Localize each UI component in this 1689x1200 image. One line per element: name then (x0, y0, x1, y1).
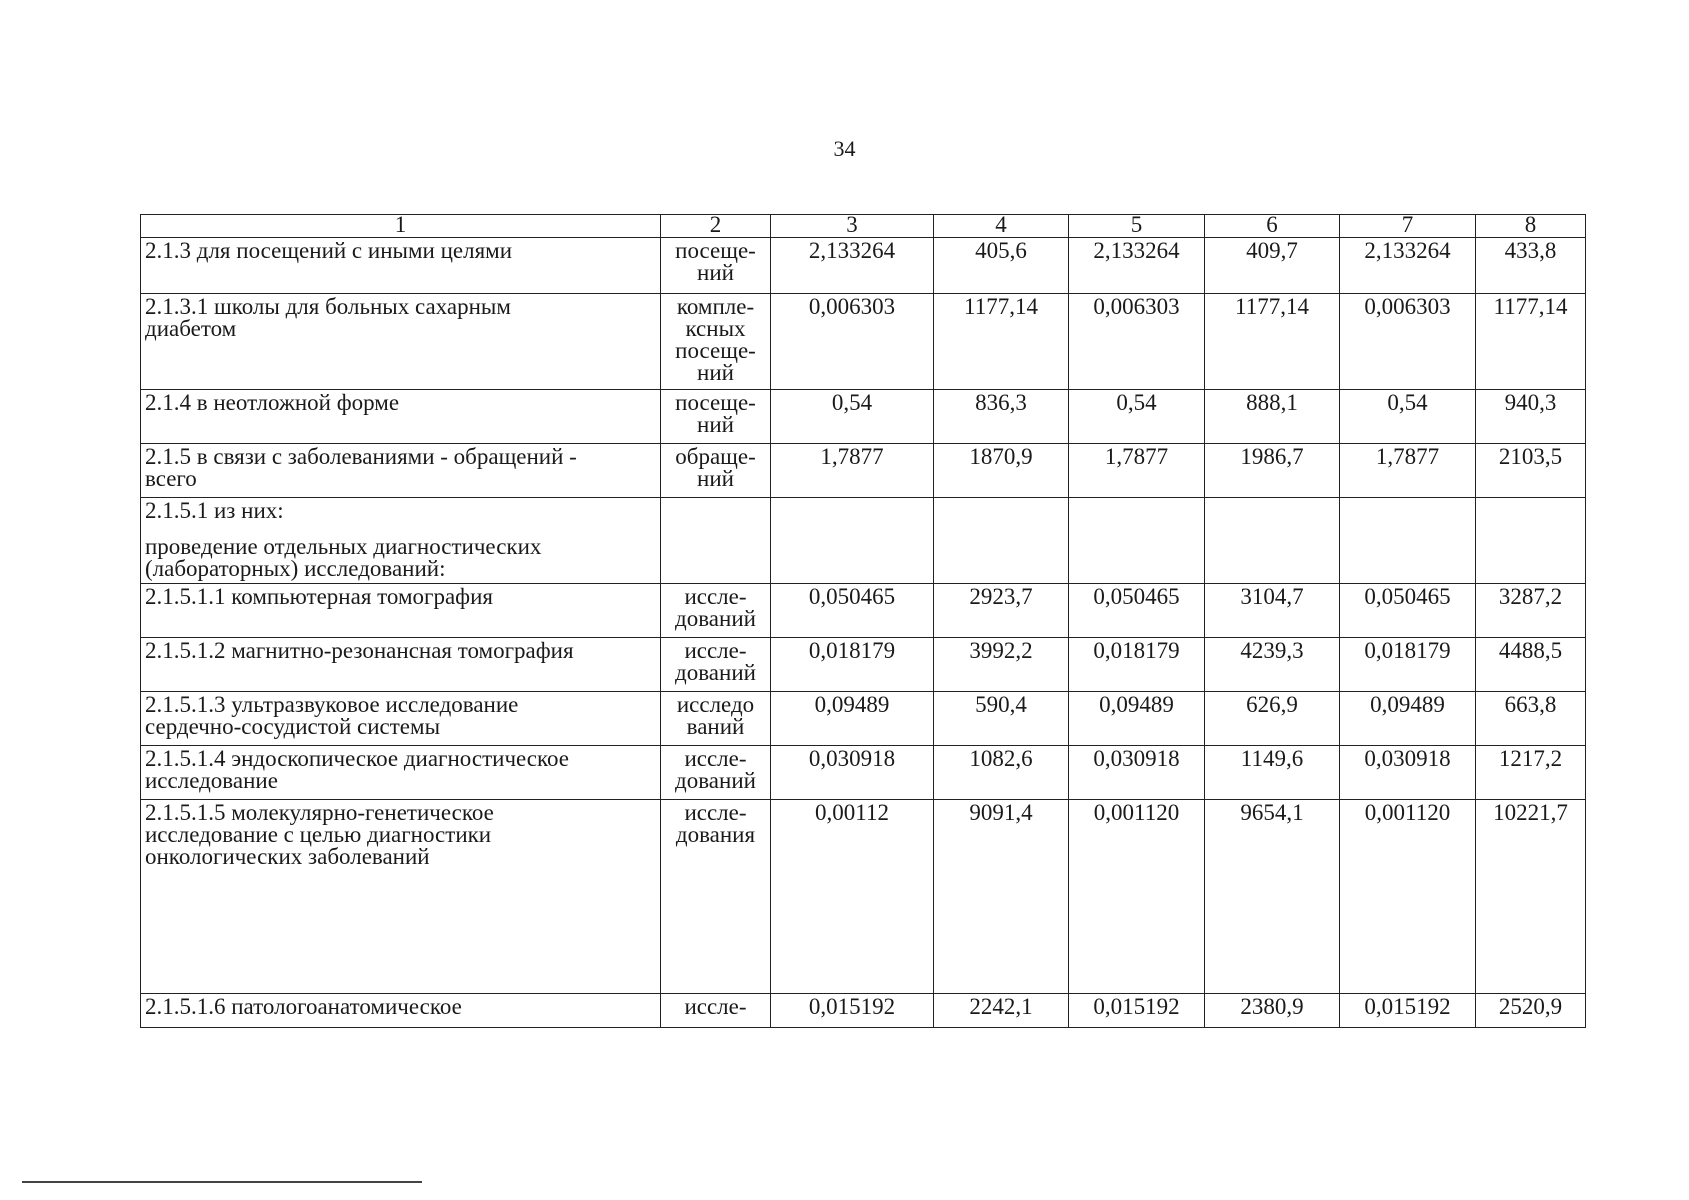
row-name-line: 2.1.5.1.2 магнитно-резонансная томография (145, 638, 574, 663)
value-cell: 1149,6 (1205, 746, 1340, 800)
row-subtitle-line: (лабораторных) исследований: (145, 556, 446, 581)
value-cell: 433,8 (1476, 238, 1586, 294)
value-cell: 0,006303 (1069, 294, 1205, 390)
value-cell: 0,015192 (771, 994, 934, 1028)
unit-line: иссле- (684, 746, 747, 771)
row-name-line: онкологических заболеваний (145, 844, 430, 869)
data-table (140, 214, 1586, 1028)
unit-line: посеще- (675, 390, 756, 415)
row-name-line: 2.1.5.1 из них: (145, 498, 284, 523)
unit-line: дования (675, 822, 756, 847)
row-name-cell (141, 800, 661, 994)
value-cell: 1177,14 (1205, 294, 1340, 390)
value-cell: 2520,9 (1476, 994, 1586, 1028)
value-cell: 0,018179 (771, 638, 934, 692)
unit-cell (661, 444, 771, 498)
unit-cell (661, 584, 771, 638)
value-cell (771, 498, 934, 584)
value-cell: 0,001120 (1069, 800, 1205, 994)
table-row (141, 498, 1586, 584)
value-cell: 0,030918 (1340, 746, 1476, 800)
value-cell: 590,4 (934, 692, 1069, 746)
value-cell: 0,050465 (771, 584, 934, 638)
value-cell: 9091,4 (934, 800, 1069, 994)
row-name-cell (141, 746, 661, 800)
row-name-line: 2.1.3.1 школы для больных сахарным (145, 294, 511, 319)
value-cell: 0,050465 (1340, 584, 1476, 638)
value-cell: 1217,2 (1476, 746, 1586, 800)
value-cell: 2923,7 (934, 584, 1069, 638)
row-name-cell (141, 444, 661, 498)
table-row (141, 390, 1586, 444)
row-name-cell (141, 390, 661, 444)
unit-line: исследо (676, 692, 755, 717)
value-cell (1205, 498, 1340, 584)
header-cell: 5 (1069, 215, 1205, 238)
value-cell (934, 498, 1069, 584)
value-cell: 0,001120 (1340, 800, 1476, 994)
unit-cell (661, 692, 771, 746)
value-cell: 0,54 (1340, 390, 1476, 444)
unit-line: иссле- (684, 994, 747, 1019)
row-subtitle-line: проведение отдельных диагностических (145, 534, 542, 559)
row-name-line: всего (145, 466, 197, 491)
value-cell: 2,133264 (1340, 238, 1476, 294)
value-cell: 409,7 (1205, 238, 1340, 294)
row-name-cell (141, 994, 661, 1028)
value-cell: 0,015192 (1340, 994, 1476, 1028)
value-cell: 0,006303 (1340, 294, 1476, 390)
value-cell: 1,7877 (771, 444, 934, 498)
row-name-line: 2.1.4 в неотложной форме (145, 390, 400, 415)
table-row (141, 800, 1586, 994)
unit-line: ний (697, 260, 734, 285)
value-cell: 0,030918 (1069, 746, 1205, 800)
unit-cell (661, 498, 771, 584)
value-cell: 0,09489 (1340, 692, 1476, 746)
unit-line: ний (697, 466, 734, 491)
row-name-line: исследование (145, 768, 278, 793)
unit-line: иссле- (684, 638, 747, 663)
table-row (141, 692, 1586, 746)
value-cell: 940,3 (1476, 390, 1586, 444)
unit-line: иссле- (684, 800, 747, 825)
value-cell (1340, 498, 1476, 584)
value-cell: 1177,14 (934, 294, 1069, 390)
unit-cell (661, 238, 771, 294)
row-name-cell (141, 238, 661, 294)
unit-line: ксных (685, 316, 746, 341)
unit-cell (661, 390, 771, 444)
value-cell: 2,133264 (771, 238, 934, 294)
value-cell: 0,54 (771, 390, 934, 444)
unit-line: посеще- (675, 338, 756, 363)
value-cell: 888,1 (1205, 390, 1340, 444)
table-row (141, 238, 1586, 294)
unit-line: ваний (686, 714, 745, 739)
header-cell: 4 (934, 215, 1069, 238)
value-cell: 3104,7 (1205, 584, 1340, 638)
value-cell: 4239,3 (1205, 638, 1340, 692)
value-cell: 1870,9 (934, 444, 1069, 498)
table-row (141, 638, 1586, 692)
row-name-cell (141, 498, 661, 584)
value-cell: 10221,7 (1476, 800, 1586, 994)
row-name-cell (141, 692, 661, 746)
value-cell: 0,018179 (1340, 638, 1476, 692)
row-name-line: 2.1.5.1.5 молекулярно-генетическое (145, 800, 494, 825)
value-cell: 1,7877 (1069, 444, 1205, 498)
unit-cell (661, 294, 771, 390)
value-cell: 2,133264 (1069, 238, 1205, 294)
value-cell: 4488,5 (1476, 638, 1586, 692)
unit-cell (661, 638, 771, 692)
value-cell: 2380,9 (1205, 994, 1340, 1028)
unit-line: ний (697, 360, 734, 385)
unit-line: посеще- (675, 238, 756, 263)
value-cell: 9654,1 (1205, 800, 1340, 994)
value-cell: 1082,6 (934, 746, 1069, 800)
unit-line: компле- (676, 294, 755, 319)
page-number: 34 (833, 136, 856, 161)
value-cell: 2242,1 (934, 994, 1069, 1028)
table-row (141, 444, 1586, 498)
value-cell: 663,8 (1476, 692, 1586, 746)
row-name-line: 2.1.5.1.6 патологоанатомическое (145, 994, 462, 1019)
value-cell: 1,7877 (1340, 444, 1476, 498)
value-cell (1069, 498, 1205, 584)
value-cell: 2103,5 (1476, 444, 1586, 498)
row-name-line: 2.1.5.1.3 ультразвуковое исследование (145, 692, 519, 717)
row-subtitle (145, 536, 656, 580)
value-cell: 3992,2 (934, 638, 1069, 692)
header-cell: 7 (1340, 215, 1476, 238)
unit-cell (661, 746, 771, 800)
table-row (141, 584, 1586, 638)
value-cell: 0,050465 (1069, 584, 1205, 638)
value-cell: 3287,2 (1476, 584, 1586, 638)
bottom-rule (22, 1181, 422, 1183)
row-name-line: исследование с целью диагностики (145, 822, 492, 847)
row-name-line: 2.1.3 для посещений с иными целями (145, 238, 513, 263)
row-name-line: диабетом (145, 316, 237, 341)
unit-line: ний (697, 412, 734, 437)
header-cell: 8 (1476, 215, 1586, 238)
value-cell: 0,018179 (1069, 638, 1205, 692)
row-name-line: 2.1.5 в связи с заболеваниями - обращений - (145, 444, 577, 469)
header-cell: 1 (141, 215, 661, 238)
unit-line: иссле- (684, 584, 747, 609)
table-row (141, 994, 1586, 1028)
table-row (141, 746, 1586, 800)
value-cell (1476, 498, 1586, 584)
value-cell: 836,3 (934, 390, 1069, 444)
row-name-cell (141, 294, 661, 390)
value-cell: 1986,7 (1205, 444, 1340, 498)
row-name-line: сердечно-сосудистой системы (145, 714, 441, 739)
header-cell: 2 (661, 215, 771, 238)
value-cell: 1177,14 (1476, 294, 1586, 390)
value-cell: 0,006303 (771, 294, 934, 390)
value-cell: 0,54 (1069, 390, 1205, 444)
unit-line: дований (675, 606, 756, 631)
value-cell: 0,015192 (1069, 994, 1205, 1028)
row-name-cell (141, 584, 661, 638)
value-cell: 0,030918 (771, 746, 934, 800)
header-cell: 3 (771, 215, 934, 238)
unit-cell (661, 800, 771, 994)
table-row (141, 294, 1586, 390)
value-cell: 405,6 (934, 238, 1069, 294)
row-name-cell (141, 638, 661, 692)
unit-line: дований (675, 660, 756, 685)
unit-cell (661, 994, 771, 1028)
row-name-line: 2.1.5.1.1 компьютерная томография (145, 584, 493, 609)
row-name-line: 2.1.5.1.4 эндоскопическое диагностическое (145, 746, 569, 771)
header-row (141, 215, 1586, 238)
value-cell: 626,9 (1205, 692, 1340, 746)
header-cell: 6 (1205, 215, 1340, 238)
value-cell: 0,09489 (1069, 692, 1205, 746)
unit-line: обраще- (675, 444, 756, 469)
unit-line: дований (675, 768, 756, 793)
value-cell: 0,00112 (771, 800, 934, 994)
value-cell: 0,09489 (771, 692, 934, 746)
